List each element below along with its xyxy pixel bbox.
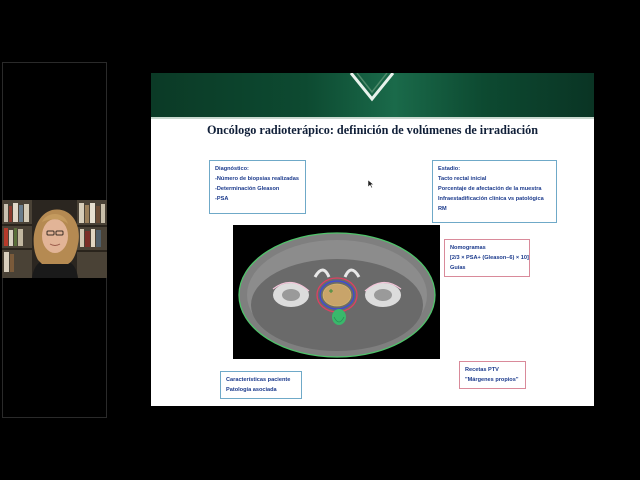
estadio-item: RM — [438, 206, 447, 212]
slide-header-banner — [151, 73, 594, 117]
presentation-slide — [151, 73, 594, 406]
diagnostico-item: -Determinación Gleason — [215, 186, 280, 192]
participant-video-tile[interactable] — [2, 200, 107, 278]
caracteristicas-box — [220, 371, 302, 399]
slide-title: Oncólogo radioterápico: definición de volúmenes de irradiación — [206, 123, 539, 137]
estadio-item: Porcentaje de afectación de la muestra — [438, 186, 542, 192]
pelvic-ct-scan — [233, 225, 440, 359]
diagnostico-heading: Diagnóstico: — [215, 166, 249, 172]
diagnostico-box — [209, 160, 306, 214]
caracteristicas-item: Características paciente — [226, 377, 291, 383]
nomogramas-item: Guías — [450, 265, 466, 271]
estadio-item: Infraestadificación clínica vs patológica — [438, 196, 544, 202]
recetas-box — [459, 361, 526, 389]
nomogramas-item: [2/3 × PSA+ (Gleason–6) × 10] — [450, 255, 529, 261]
caracteristicas-item: Patología asociada — [226, 387, 277, 393]
estadio-heading: Estadio: — [438, 166, 461, 172]
header-divider — [151, 117, 594, 119]
brand-chevron-icon — [151, 73, 594, 117]
ct-scan-image — [233, 225, 440, 359]
estadio-item: Tacto rectal inicial — [438, 176, 487, 182]
diagnostico-item: -Número de biopsias realizadas — [215, 176, 299, 182]
estadio-box — [432, 160, 557, 223]
recetas-item: "Márgenes propios" — [465, 377, 519, 383]
participant-video-frame — [2, 200, 107, 278]
nomogramas-heading: Nomogramas — [450, 245, 486, 251]
recetas-item: Recetas PTV — [465, 367, 499, 373]
diagnostico-item: -PSA — [215, 196, 229, 202]
nomogramas-box — [444, 239, 530, 277]
